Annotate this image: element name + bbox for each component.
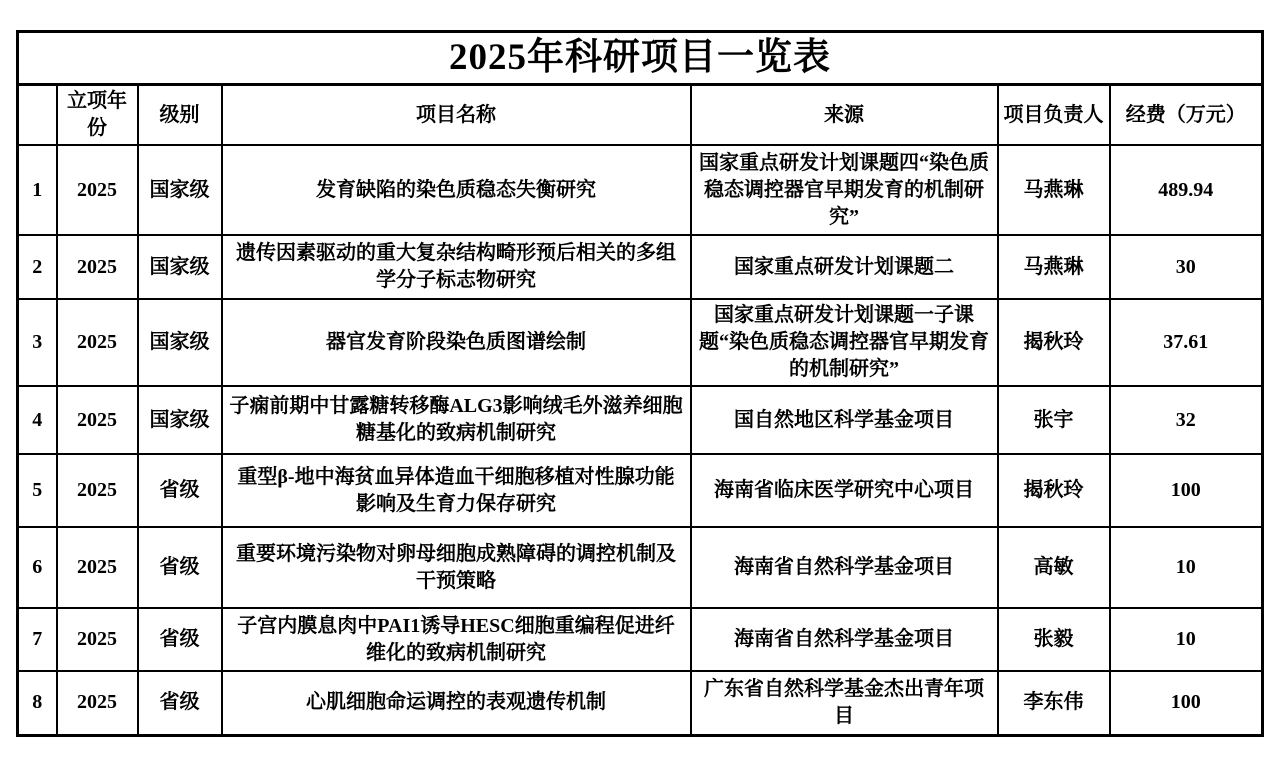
project-leader: 高敏 <box>998 527 1110 608</box>
project-leader: 揭秋玲 <box>998 454 1110 527</box>
project-source: 海南省临床医学研究中心项目 <box>691 454 998 527</box>
page-title: 2025年科研项目一览表 <box>18 32 1263 85</box>
project-source: 国家重点研发计划课题一子课题“染色质稳态调控器官早期发育的机制研究” <box>691 299 998 386</box>
project-level: 国家级 <box>138 386 222 454</box>
project-level: 省级 <box>138 454 222 527</box>
project-year: 2025 <box>57 608 138 671</box>
project-name: 重要环境污染物对卵母细胞成熟障碍的调控机制及干预策略 <box>222 527 691 608</box>
header-leader: 项目负责人 <box>998 85 1110 146</box>
project-fund: 37.61 <box>1110 299 1263 386</box>
project-year: 2025 <box>57 235 138 299</box>
project-level: 国家级 <box>138 145 222 235</box>
project-name: 心肌细胞命运调控的表观遗传机制 <box>222 671 691 735</box>
project-source: 国家重点研发计划课题四“染色质稳态调控器官早期发育的机制研究” <box>691 145 998 235</box>
project-level: 国家级 <box>138 299 222 386</box>
header-row-number <box>18 85 57 146</box>
project-source: 广东省自然科学基金杰出青年项目 <box>691 671 998 735</box>
project-fund: 100 <box>1110 454 1263 527</box>
row-number: 1 <box>18 145 57 235</box>
project-name: 子宫内膜息肉中PAI1诱导HESC细胞重编程促进纤维化的致病机制研究 <box>222 608 691 671</box>
project-source: 海南省自然科学基金项目 <box>691 608 998 671</box>
project-fund: 489.94 <box>1110 145 1263 235</box>
project-fund: 32 <box>1110 386 1263 454</box>
table-row <box>18 454 1263 527</box>
table-row <box>18 145 1263 235</box>
project-leader: 张宇 <box>998 386 1110 454</box>
project-leader: 马燕琳 <box>998 145 1110 235</box>
project-leader: 马燕琳 <box>998 235 1110 299</box>
project-name: 遗传因素驱动的重大复杂结构畸形预后相关的多组学分子标志物研究 <box>222 235 691 299</box>
project-fund: 10 <box>1110 527 1263 608</box>
project-year: 2025 <box>57 454 138 527</box>
project-level: 国家级 <box>138 235 222 299</box>
table-row <box>18 671 1263 735</box>
table-row <box>18 299 1263 386</box>
project-fund: 100 <box>1110 671 1263 735</box>
row-number: 8 <box>18 671 57 735</box>
project-source: 国自然地区科学基金项目 <box>691 386 998 454</box>
project-year: 2025 <box>57 145 138 235</box>
project-leader: 张毅 <box>998 608 1110 671</box>
table-row <box>18 386 1263 454</box>
project-name: 子痫前期中甘露糖转移酶ALG3影响绒毛外滋养细胞糖基化的致病机制研究 <box>222 386 691 454</box>
project-leader: 揭秋玲 <box>998 299 1110 386</box>
project-source: 国家重点研发计划课题二 <box>691 235 998 299</box>
project-year: 2025 <box>57 299 138 386</box>
row-number: 6 <box>18 527 57 608</box>
research-projects-table <box>16 30 1264 737</box>
table-row <box>18 608 1263 671</box>
row-number: 5 <box>18 454 57 527</box>
project-level: 省级 <box>138 608 222 671</box>
title-row <box>18 32 1263 85</box>
project-level: 省级 <box>138 527 222 608</box>
project-leader: 李东伟 <box>998 671 1110 735</box>
project-year: 2025 <box>57 527 138 608</box>
table-row <box>18 235 1263 299</box>
header-source: 来源 <box>691 85 998 146</box>
table-header-row <box>18 85 1263 146</box>
header-level: 级别 <box>138 85 222 146</box>
project-year: 2025 <box>57 386 138 454</box>
header-year: 立项年份 <box>57 85 138 146</box>
row-number: 7 <box>18 608 57 671</box>
project-name: 发育缺陷的染色质稳态失衡研究 <box>222 145 691 235</box>
project-source: 海南省自然科学基金项目 <box>691 527 998 608</box>
row-number: 2 <box>18 235 57 299</box>
project-fund: 10 <box>1110 608 1263 671</box>
row-number: 4 <box>18 386 57 454</box>
project-name: 器官发育阶段染色质图谱绘制 <box>222 299 691 386</box>
table-row <box>18 527 1263 608</box>
header-fund: 经费（万元） <box>1110 85 1263 146</box>
table-body <box>18 145 1263 735</box>
project-level: 省级 <box>138 671 222 735</box>
header-project-name: 项目名称 <box>222 85 691 146</box>
project-year: 2025 <box>57 671 138 735</box>
row-number: 3 <box>18 299 57 386</box>
project-name: 重型β-地中海贫血异体造血干细胞移植对性腺功能影响及生育力保存研究 <box>222 454 691 527</box>
project-fund: 30 <box>1110 235 1263 299</box>
